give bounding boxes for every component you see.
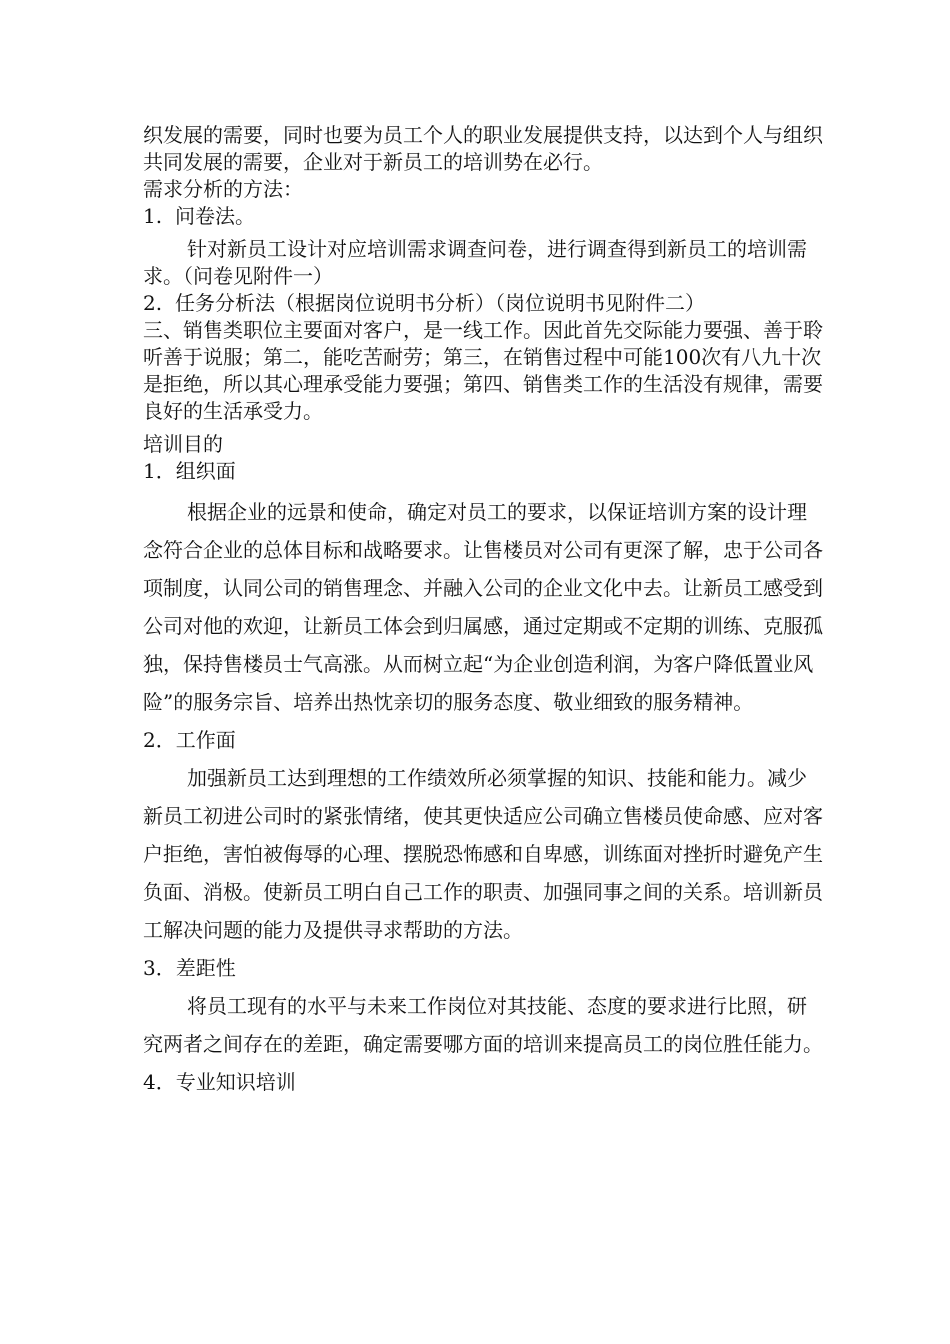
method-1-label: 问卷法。 — [175, 204, 255, 228]
method-2-number: 2. — [143, 291, 163, 315]
goal-1-title: 1．组织面 — [143, 459, 236, 483]
document-body — [143, 122, 823, 1101]
method-1-body: 针对新员工设计对应培训需求调查问卷，进行调查得到新员工的培训需求。（问卷见附件一） — [143, 237, 807, 288]
method-1-heading — [143, 203, 823, 230]
goals-heading: 培训目的 — [143, 432, 223, 456]
method-2-label: 任务分析法（根据岗位说明书分析）（岗位说明书见附件二） — [175, 291, 705, 315]
sales-role-paragraph: 三、销售类职位主要面对客户，是一线工作。因此首先交际能力要强、善于聆听善于说服；第二，能吃苦耐劳；第三，在销售过程中可能100次有八九十次是拒绝，所以其心理承受能力要强；第四、销售类工作的生活没有规律，需要良好的生活承受力。 — [143, 318, 823, 423]
method-2-heading — [143, 290, 823, 317]
methods-heading: 需求分析的方法： — [143, 177, 303, 201]
goal-3-title: 3．差距性 — [143, 956, 236, 980]
goal-3-body: 将员工现有的水平与未来工作岗位对其技能、态度的要求进行比照，研究两者之间存在的差距，确定需要哪方面的培训来提高员工的岗位胜任能力。 — [143, 994, 823, 1056]
intro-paragraph: 织发展的需要，同时也要为员工个人的职业发展提供支持，以达到个人与组织共同发展的需要，企业对于新员工的培训势在必行。 — [143, 123, 823, 174]
goal-2-body: 加强新员工达到理想的工作绩效所必须掌握的知识、技能和能力。减少新员工初进公司时的紧张情绪，使其更快适应公司确立售楼员使命感、应对客户拒绝，害怕被侮辱的心理、摆脱恐怖感和自卑感，训练面对挫折时避免产生负面、消极。使新员工明白自己工作的职责、加强同事之间的关系。培训新员工解决问题的能力及提供寻求帮助的方法。 — [143, 766, 823, 942]
goal-4-title: 4．专业知识培训 — [143, 1070, 296, 1094]
goal-2-title: 2．工作面 — [143, 728, 236, 752]
method-1-number: 1. — [143, 204, 163, 228]
goal-1-body: 根据企业的远景和使命，确定对员工的要求，以保证培训方案的设计理念符合企业的总体目标和战略要求。让售楼员对公司有更深了解，忠于公司各项制度，认同公司的销售理念、并融入公司的企业文化中去。让新员工感受到公司对他的欢迎，让新员工体会到归属感，通过定期或不定期的训练、克服孤独，保持售楼员士气高涨。从而树立起“为企业创造利润，为客户降低置业风险”的服务宗旨、培养出热忱亲切的服务态度、敬业细致的服务精神。 — [143, 500, 823, 714]
